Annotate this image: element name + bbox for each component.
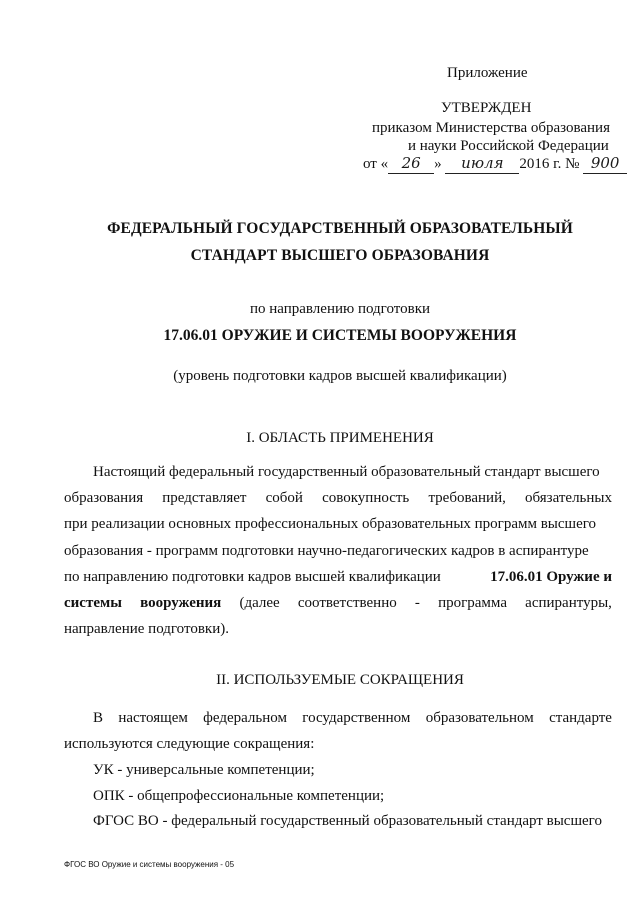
paragraph-line [64,616,612,642]
bold-word: вооружения [140,595,222,611]
section-1-heading: I. ОБЛАСТЬ ПРИМЕНЕНИЯ [246,430,434,446]
word: В [93,710,104,726]
word: образовательном [425,710,534,726]
word: соответственно [297,595,397,611]
paragraph-line [64,459,612,485]
text-run: ФГОС ВО - федеральный государственный образовательный стандарт высшего [93,813,602,829]
approved-label: УТВЕРЖДЕН [441,100,532,116]
text-run: при реализации основных профессиональных образовательных программ высшего [64,516,597,532]
text-run: Настоящий федеральный государственный образовательный стандарт высшего [93,464,600,480]
handwritten-month: июля [445,154,519,174]
direction-title: 17.06.01 ОРУЖИЕ И СИСТЕМЫ ВООРУЖЕНИЯ [163,327,517,344]
order-date-line [363,154,627,174]
page-footer: ФГОС ВО Оружие и системы вооружения - 05 [64,860,235,869]
section-2-heading: II. ИСПОЛЬЗУЕМЫЕ СОКРАЩЕНИЯ [216,672,464,688]
handwritten-order-number: 900 [583,154,627,174]
word: - [414,595,420,611]
word: представляет [162,490,247,506]
paragraph-line [64,538,612,564]
bold-word: системы [64,595,122,611]
text-run: УК - универсальные компетенции; [93,762,315,778]
word: стандарте [549,710,612,726]
date-prefix: от « [363,156,389,172]
text-run: направление подготовки). [64,621,229,637]
text-run: по направлению подготовки кадров высшей квалификации [64,569,441,585]
word: аспирантуры, [525,595,612,611]
document-title-line-1: ФЕДЕРАЛЬНЫЙ ГОСУДАРСТВЕННЫЙ ОБРАЗОВАТЕЛЬНЫЙ [107,220,573,237]
word: государственном [302,710,411,726]
order-line-1: приказом Министерства образования [372,120,610,136]
text-run: используются следующие сокращения: [64,736,315,752]
text-run: ОПК - общепрофессиональные компетенции; [93,788,385,804]
word: программа [438,595,507,611]
abbreviation-item [64,808,612,834]
word: требований, [428,490,506,506]
paragraph-line [64,511,612,537]
paragraph-line [64,590,612,616]
qualification-level: (уровень подготовки кадров высшей квалификации) [173,368,507,384]
abbreviation-item [64,757,612,783]
word: (далее [239,595,280,611]
paragraph-line [64,485,612,511]
bold-direction-code: 17.06.01 Оружие и [490,569,612,585]
word: федеральном [203,710,287,726]
word: образования [64,490,144,506]
word: собой [265,490,303,506]
text-run: образования - программ подготовки научно-педагогических кадров в аспирантуре [64,543,589,559]
paragraph-line [64,705,612,731]
word: совокупность [322,490,410,506]
year-number: 2016 г. № [519,156,580,172]
document-title-line-2: СТАНДАРТ ВЫСШЕГО ОБРАЗОВАНИЯ [190,247,490,264]
word: настоящем [118,710,188,726]
handwritten-day: 26 [388,154,434,174]
abbreviation-item [64,783,612,809]
order-line-2: и науки Российской Федерации [408,138,609,154]
paragraph-line [64,731,612,757]
direction-intro: по направлению подготовки [249,301,431,317]
paragraph-line [64,564,612,590]
appendix-label: Приложение [447,65,528,81]
quote-close: » [434,156,442,172]
word: обязательных [525,490,612,506]
